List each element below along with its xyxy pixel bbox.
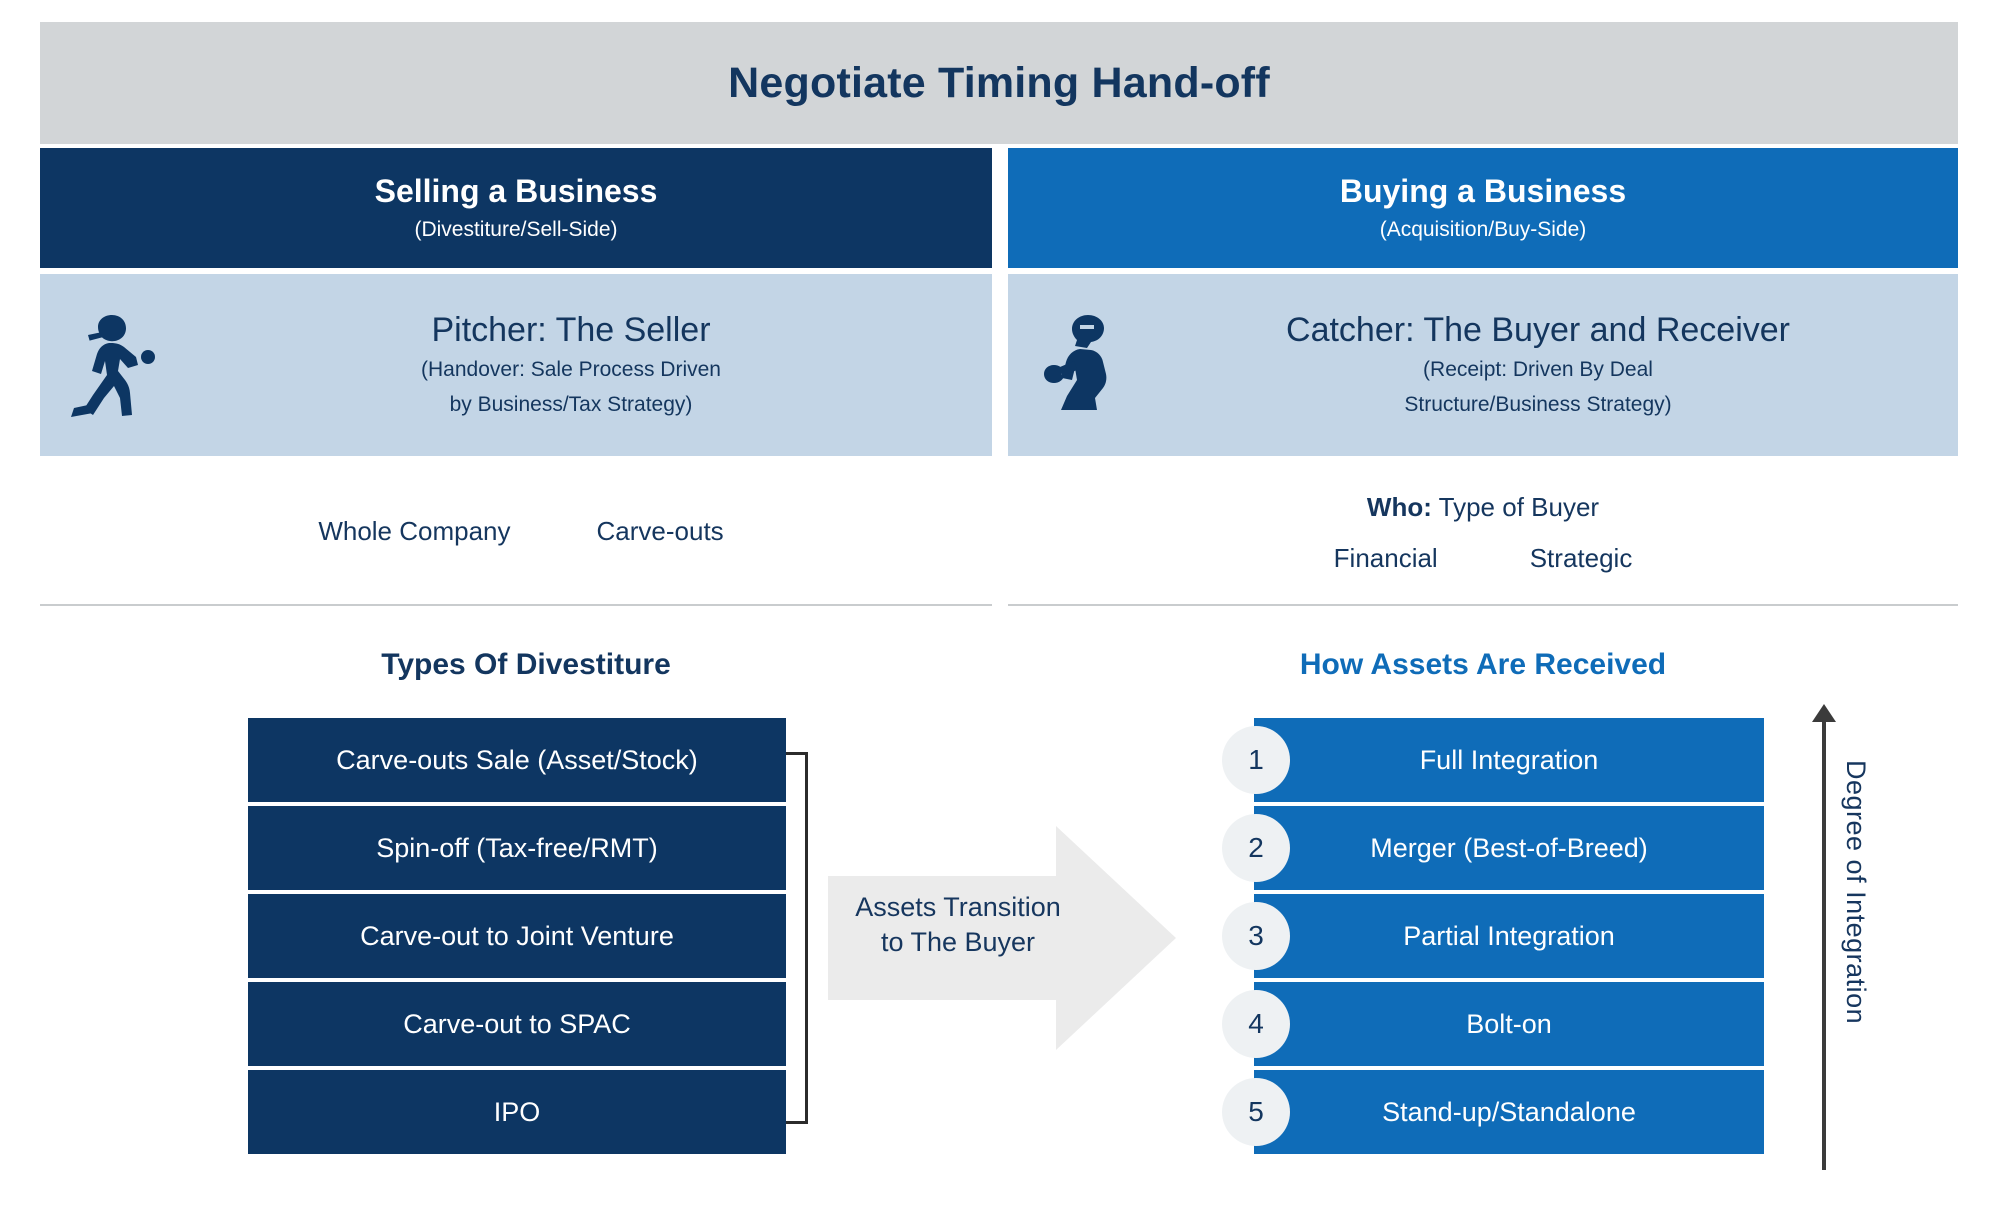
buyer-role-text [1158, 311, 1958, 419]
buyer-type-label-line [1008, 472, 1958, 523]
left-divider-rule [40, 604, 992, 606]
list-item-label: Partial Integration [1254, 894, 1764, 978]
column-divider [999, 148, 1001, 604]
integration-axis-label: Degree of Integration [1841, 760, 1871, 1025]
list-item-label: Bolt-on [1254, 982, 1764, 1066]
assets-transition-label-line1: Assets Transition [855, 892, 1061, 922]
catcher-icon [1008, 309, 1158, 421]
list-item-number: 2 [1222, 814, 1290, 882]
diagram-title-bar [40, 22, 1958, 144]
buyer-role-title: Catcher: The Buyer and Receiver [1286, 311, 1790, 350]
seller-role-panel [40, 274, 992, 456]
seller-role-sub-1: (Handover: Sale Process Driven [421, 358, 721, 382]
types-of-divestiture-heading: Types Of Divestiture [381, 648, 671, 681]
left-column-subtitle: (Divestiture/Sell-Side) [414, 217, 618, 241]
right-divider-rule [1008, 604, 1958, 606]
list-item[interactable]: Carve-out to Joint Venture [248, 894, 786, 978]
list-item[interactable] [1222, 894, 1764, 978]
seller-role-text [190, 311, 992, 419]
seller-role-title: Pitcher: The Seller [431, 311, 711, 350]
right-column-header [1008, 148, 1958, 268]
assets-transition-label [838, 890, 1078, 960]
buyer-role-panel [1008, 274, 1958, 456]
how-assets-received-heading: How Assets Are Received [1299, 648, 1667, 681]
buyer-role-sub-2: Structure/Business Strategy) [1404, 392, 1672, 416]
list-item[interactable]: Spin-off (Tax-free/RMT) [248, 806, 786, 890]
right-column-title: Buying a Business [1339, 173, 1627, 210]
buyer-type-label: Who: [1366, 492, 1432, 522]
seller-scope-option-carve-outs: Carve-outs [596, 516, 724, 546]
list-item[interactable]: IPO [248, 1070, 786, 1154]
list-item-label: Stand-up/Standalone [1254, 1070, 1764, 1154]
integration-axis-line [1822, 718, 1826, 1170]
pitcher-icon [40, 309, 190, 421]
list-item-label: Full Integration [1254, 718, 1764, 802]
list-item-label: Merger (Best-of-Breed) [1254, 806, 1764, 890]
list-item[interactable] [1222, 982, 1764, 1066]
right-column-subtitle: (Acquisition/Buy-Side) [1379, 217, 1587, 241]
list-item[interactable]: Carve-outs Sale (Asset/Stock) [248, 718, 786, 802]
list-item[interactable] [1222, 718, 1764, 802]
buyer-role-sub-1: (Receipt: Driven By Deal [1423, 358, 1653, 382]
left-column-header [40, 148, 992, 268]
seller-scope-option-whole-company: Whole Company [318, 516, 511, 546]
list-item-number: 4 [1222, 990, 1290, 1058]
buyer-type-option-strategic: Strategic [1529, 543, 1633, 573]
buyer-type-option-financial: Financial [1333, 543, 1438, 573]
buyer-type-block [1008, 472, 1958, 602]
grouping-bracket [786, 752, 808, 1124]
list-item[interactable]: Carve-out to SPAC [248, 982, 786, 1066]
list-item[interactable] [1222, 806, 1764, 890]
seller-scope-options [40, 472, 992, 602]
seller-role-sub-2: by Business/Tax Strategy) [449, 392, 693, 416]
list-item-number: 1 [1222, 726, 1290, 794]
divestiture-types-list [248, 718, 786, 1158]
buyer-type-value: Type of Buyer [1431, 492, 1600, 522]
left-column-title: Selling a Business [374, 173, 658, 210]
list-item-number: 3 [1222, 902, 1290, 970]
list-item-number: 5 [1222, 1078, 1290, 1146]
list-item[interactable] [1222, 1070, 1764, 1154]
page-title: Negotiate Timing Hand-off [728, 58, 1270, 107]
asset-receipt-list [1222, 718, 1764, 1158]
assets-transition-label-line2: to The Buyer [880, 927, 1036, 958]
